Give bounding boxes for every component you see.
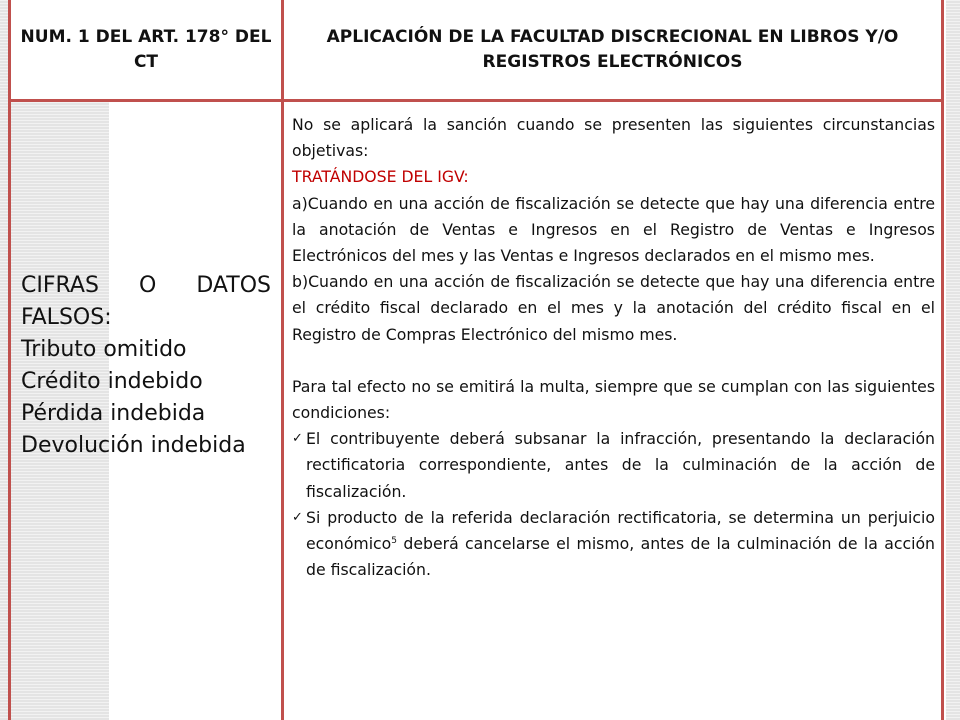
- conditions-intro-paragraph: Para tal efecto no se emitirá la multa, siempre que se cumplan con las siguientes condiciones:: [292, 376, 935, 423]
- condition-bullet-2: [292, 505, 935, 584]
- condition-text-2: [306, 505, 935, 584]
- intro-paragraph: No se aplicará la sanción cuando se presenten las siguientes circunstancias objetivas:: [292, 115, 935, 161]
- condition-text-2-part-1: Si producto de la referida declaración rectificatoria, se determina un perjuicio económico: [306, 507, 935, 554]
- infraction-item: Pérdida indebida: [21, 401, 206, 426]
- infraction-item: Crédito indebido: [21, 369, 203, 394]
- infraction-list: [21, 270, 271, 462]
- condition-text-2-part-2: deberá cancelarse el mismo, antes de la culminación de la acción de fiscalización.: [306, 534, 935, 580]
- content-table: [8, 0, 944, 720]
- table-body-row: [11, 102, 941, 720]
- infraction-cell: [11, 102, 281, 720]
- check-icon: ✓: [292, 431, 303, 447]
- infraction-title-line: [21, 270, 271, 302]
- application-cell: [281, 102, 941, 720]
- infraction-item: Devolución indebida: [21, 433, 246, 458]
- header-application-text: APLICACIÓN DE LA FACULTAD DISCRECIONAL EN LIBROS Y/O REGISTROS ELECTRÓNICOS: [326, 26, 899, 72]
- condition-bullet-1: [292, 426, 935, 505]
- check-icon: ✓: [292, 509, 303, 525]
- infraction-title-line-2: FALSOS:: [21, 305, 112, 330]
- point-b-paragraph: b)Cuando en una acción de fiscalización se detecte que hay una diferencia entre el crédito fiscal declarado en el mes y la anotación del crédito fiscal en el Registro de Compras Electrónico del mismo mes.: [292, 272, 935, 344]
- header-cell-article: [11, 0, 281, 99]
- right-decorative-strip: [946, 0, 960, 720]
- igv-heading: TRATÁNDOSE DEL IGV:: [292, 167, 469, 187]
- header-article-text: NUM. 1 DEL ART. 178° DEL CT: [20, 26, 272, 72]
- table-header-row: [11, 0, 941, 102]
- infraction-word-2: O: [138, 273, 157, 298]
- condition-text-1: El contribuyente deberá subsanar la infracción, presentando la declaración rectificatoria correspondiente, antes de la culminación de la acción de fiscalización.: [306, 429, 935, 501]
- infraction-word-1: CIFRAS: [21, 273, 99, 298]
- infraction-word-3: DATOS: [196, 273, 271, 298]
- paragraph-spacer: [292, 348, 935, 374]
- point-a-paragraph: a)Cuando en una acción de fiscalización se detecte que hay una diferencia entre la anotación de Ventas e Ingresos en el Registro de Ventas e Ingresos Electrónicos del mes y las Ventas e Ingresos declarados en el mismo mes.: [292, 193, 935, 266]
- header-cell-application: [281, 0, 941, 99]
- footnote-marker: 5: [391, 535, 398, 546]
- infraction-item: Tributo omitido: [21, 337, 187, 362]
